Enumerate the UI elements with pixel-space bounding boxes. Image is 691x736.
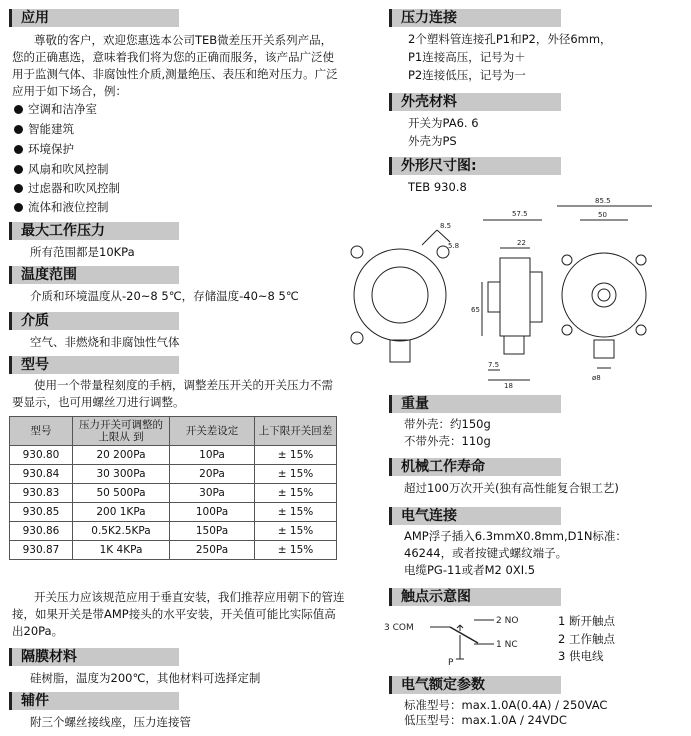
dim-label: 65	[471, 306, 480, 314]
table-row	[10, 465, 337, 484]
dimension-drawing	[342, 190, 691, 390]
table-cell: ± 15%	[255, 522, 337, 541]
bullet-icon	[14, 145, 23, 154]
list-item: 智能建筑	[14, 120, 74, 139]
section-model-title: 型号	[9, 356, 179, 374]
ratings-line: 标准型号：max.1.0A(0.4A) / 250VAC	[404, 698, 608, 712]
dim-label: 7.5	[488, 361, 500, 369]
cable-gland-back	[594, 340, 614, 358]
dimensions-model: TEB 930.8	[408, 180, 467, 194]
table-cell: 1K 4KPa	[73, 541, 170, 560]
mount-lug	[351, 246, 363, 258]
bullet-icon	[14, 165, 23, 174]
switch-body-back	[562, 253, 646, 337]
switch-dial	[372, 267, 428, 323]
list-item: 空调和洁净室	[14, 100, 97, 119]
section-dimensions-title: 外形尺寸图:	[389, 157, 561, 175]
electrical-connection-line: AMP浮子插入6.3mmX0.8mm,D1N标准：	[404, 529, 627, 543]
table-header: 型号	[10, 417, 73, 446]
dim-label: 18	[504, 382, 513, 390]
diaphragm-text: 硅树脂，温度为200℃，其他材料可选择定制	[30, 671, 261, 685]
table-cell: ± 15%	[255, 465, 337, 484]
table-cell: 930.84	[10, 465, 73, 484]
contact-com-label: 3 COM	[384, 623, 414, 633]
table-row	[10, 446, 337, 465]
mount-lug	[636, 325, 646, 335]
bullet-icon	[14, 125, 23, 134]
contact-no-label: 2 NO	[496, 616, 519, 626]
housing-line: 开关为PA6. 6	[408, 116, 479, 130]
table-cell: 100Pa	[170, 503, 255, 522]
table-cell: 930.83	[10, 484, 73, 503]
mount-lug	[562, 325, 572, 335]
table-header-row	[10, 417, 337, 446]
section-diaphragm-title: 隔膜材料	[9, 648, 179, 666]
dim-label: 85.5	[595, 197, 611, 205]
contact-legend-item: 1 断开触点	[558, 614, 615, 628]
table-row	[10, 503, 337, 522]
bullet-icon	[14, 105, 23, 114]
section-weight-title: 重量	[389, 395, 561, 413]
model-intro: 使用一个带量程刻度的手柄，调整差压开关的开关压力不需要显示，也可用螺丝刀进行调整。	[12, 378, 333, 409]
table-cell: 20Pa	[170, 465, 255, 484]
mount-lug	[351, 332, 363, 344]
pressure-connection-line: P2连接低压，记号为一	[408, 68, 526, 82]
table-cell: ± 15%	[255, 446, 337, 465]
application-intro: 尊敬的客户，欢迎您惠选本公司TEB微差压开关系列产品，您的正确惠选，意味着我们将为您的正确而服务，该产品广泛使用于监测气体、非腐蚀性介质,测量绝压、表压和绝对压力。广泛应用于如下场合，例：	[12, 33, 338, 98]
table-cell: ± 15%	[255, 503, 337, 522]
electrical-connection-line: 46244，或者按键式螺纹端子。	[404, 546, 568, 560]
weight-line: 带外壳：约150g	[404, 417, 491, 431]
dim-label: ø8	[592, 374, 601, 382]
dim-label: 50	[598, 211, 607, 219]
table-cell: 930.85	[10, 503, 73, 522]
ratings-line: 低压型号：max.1.0A / 24VDC	[404, 713, 567, 727]
dim-label: 57.5	[512, 210, 528, 218]
table-cell: 30 300Pa	[73, 465, 170, 484]
pressure-connection-line: 2个塑料管连接孔P1和P2，外径6mm，	[408, 32, 612, 46]
switch-body-side	[500, 258, 530, 336]
table-row	[10, 522, 337, 541]
mount-lug	[636, 255, 646, 265]
section-electrical-connection-title: 电气连接	[389, 507, 561, 525]
section-application-title: 应用	[9, 9, 179, 27]
section-housing-title: 外壳材料	[389, 93, 561, 111]
section-accessories-title: 辅件	[9, 692, 179, 710]
dim-label: 8.5	[440, 222, 452, 230]
table-cell: 20 200Pa	[73, 446, 170, 465]
temperature-text: 介质和环境温度从-20~8 5℃，存储温度-40~8 5℃	[30, 289, 299, 303]
table-row	[10, 541, 337, 560]
section-max-pressure-title: 最大工作压力	[9, 222, 179, 240]
model-note: 开关压力应该规范应用于垂直安装，我们推荐应用朝下的管连接，如果开关是带AMP接头的水平安装，开关值可能比实际值高出20Pa。	[12, 590, 345, 638]
section-mechanical-life-title: 机械工作寿命	[389, 458, 561, 476]
bullet-icon	[14, 203, 23, 212]
list-item: 流体和液位控制	[14, 198, 109, 217]
table-cell: 930.80	[10, 446, 73, 465]
section-ratings-title: 电气额定参数	[389, 676, 561, 694]
section-contacts-title: 触点示意图	[389, 588, 561, 606]
table-cell: 150Pa	[170, 522, 255, 541]
table-cell: 200 1KPa	[73, 503, 170, 522]
contact-nc-label: 1 NC	[496, 640, 518, 650]
section-pressure-connection-title: 压力连接	[389, 9, 561, 27]
table-cell: ± 15%	[255, 541, 337, 560]
list-item: 风扇和吹风控制	[14, 160, 109, 179]
table-cell: 0.5K2.5KPa	[73, 522, 170, 541]
dim-label: 22	[517, 239, 526, 247]
list-item: 过虑器和吹风控制	[14, 179, 120, 198]
table-cell: 50 500Pa	[73, 484, 170, 503]
table-header: 开关差设定	[170, 417, 255, 446]
bullet-icon	[14, 184, 23, 193]
table-row	[10, 484, 337, 503]
mechanical-life-text: 超过100万次开关(独有高性能复合银工艺)	[404, 481, 619, 495]
contact-diagram	[382, 607, 552, 669]
table-cell: 30Pa	[170, 484, 255, 503]
back-port	[592, 283, 616, 307]
list-item: 环境保护	[14, 140, 74, 159]
contact-legend-item: 2 工作触点	[558, 632, 615, 646]
model-table	[9, 416, 337, 560]
cable-gland-side	[504, 336, 524, 354]
contact-legend-item: 3 供电线	[558, 649, 604, 663]
table-header: 压力开关可调整的上限从 到	[73, 417, 170, 446]
contact-p-label: P	[448, 658, 454, 668]
electrical-connection-line: 电缆PG-11或者M2 0XI.5	[404, 563, 536, 577]
medium-text: 空气、非燃烧和非腐蚀性气体	[30, 335, 180, 349]
switch-body-front	[354, 249, 446, 341]
section-temperature-title: 温度范围	[9, 266, 179, 284]
table-cell: 930.86	[10, 522, 73, 541]
accessories-text: 附三个螺丝接线座，压力连接管	[30, 715, 191, 729]
pressure-connection-line: P1连接高压，记号为＋	[408, 50, 526, 64]
max-pressure-text: 所有范围都是10KPa	[30, 245, 135, 259]
section-medium-title: 介质	[9, 312, 179, 330]
table-cell: 10Pa	[170, 446, 255, 465]
housing-line: 外壳为PS	[408, 134, 457, 148]
cover-side	[530, 272, 542, 322]
cable-gland	[390, 340, 410, 362]
table-cell: 930.87	[10, 541, 73, 560]
table-header: 上下限开关回差	[255, 417, 337, 446]
mount-lug	[562, 255, 572, 265]
table-cell: ± 15%	[255, 484, 337, 503]
port-side	[488, 282, 500, 312]
weight-line: 不带外壳：110g	[404, 434, 491, 448]
table-cell: 250Pa	[170, 541, 255, 560]
dim-label: 5.8	[448, 242, 460, 250]
